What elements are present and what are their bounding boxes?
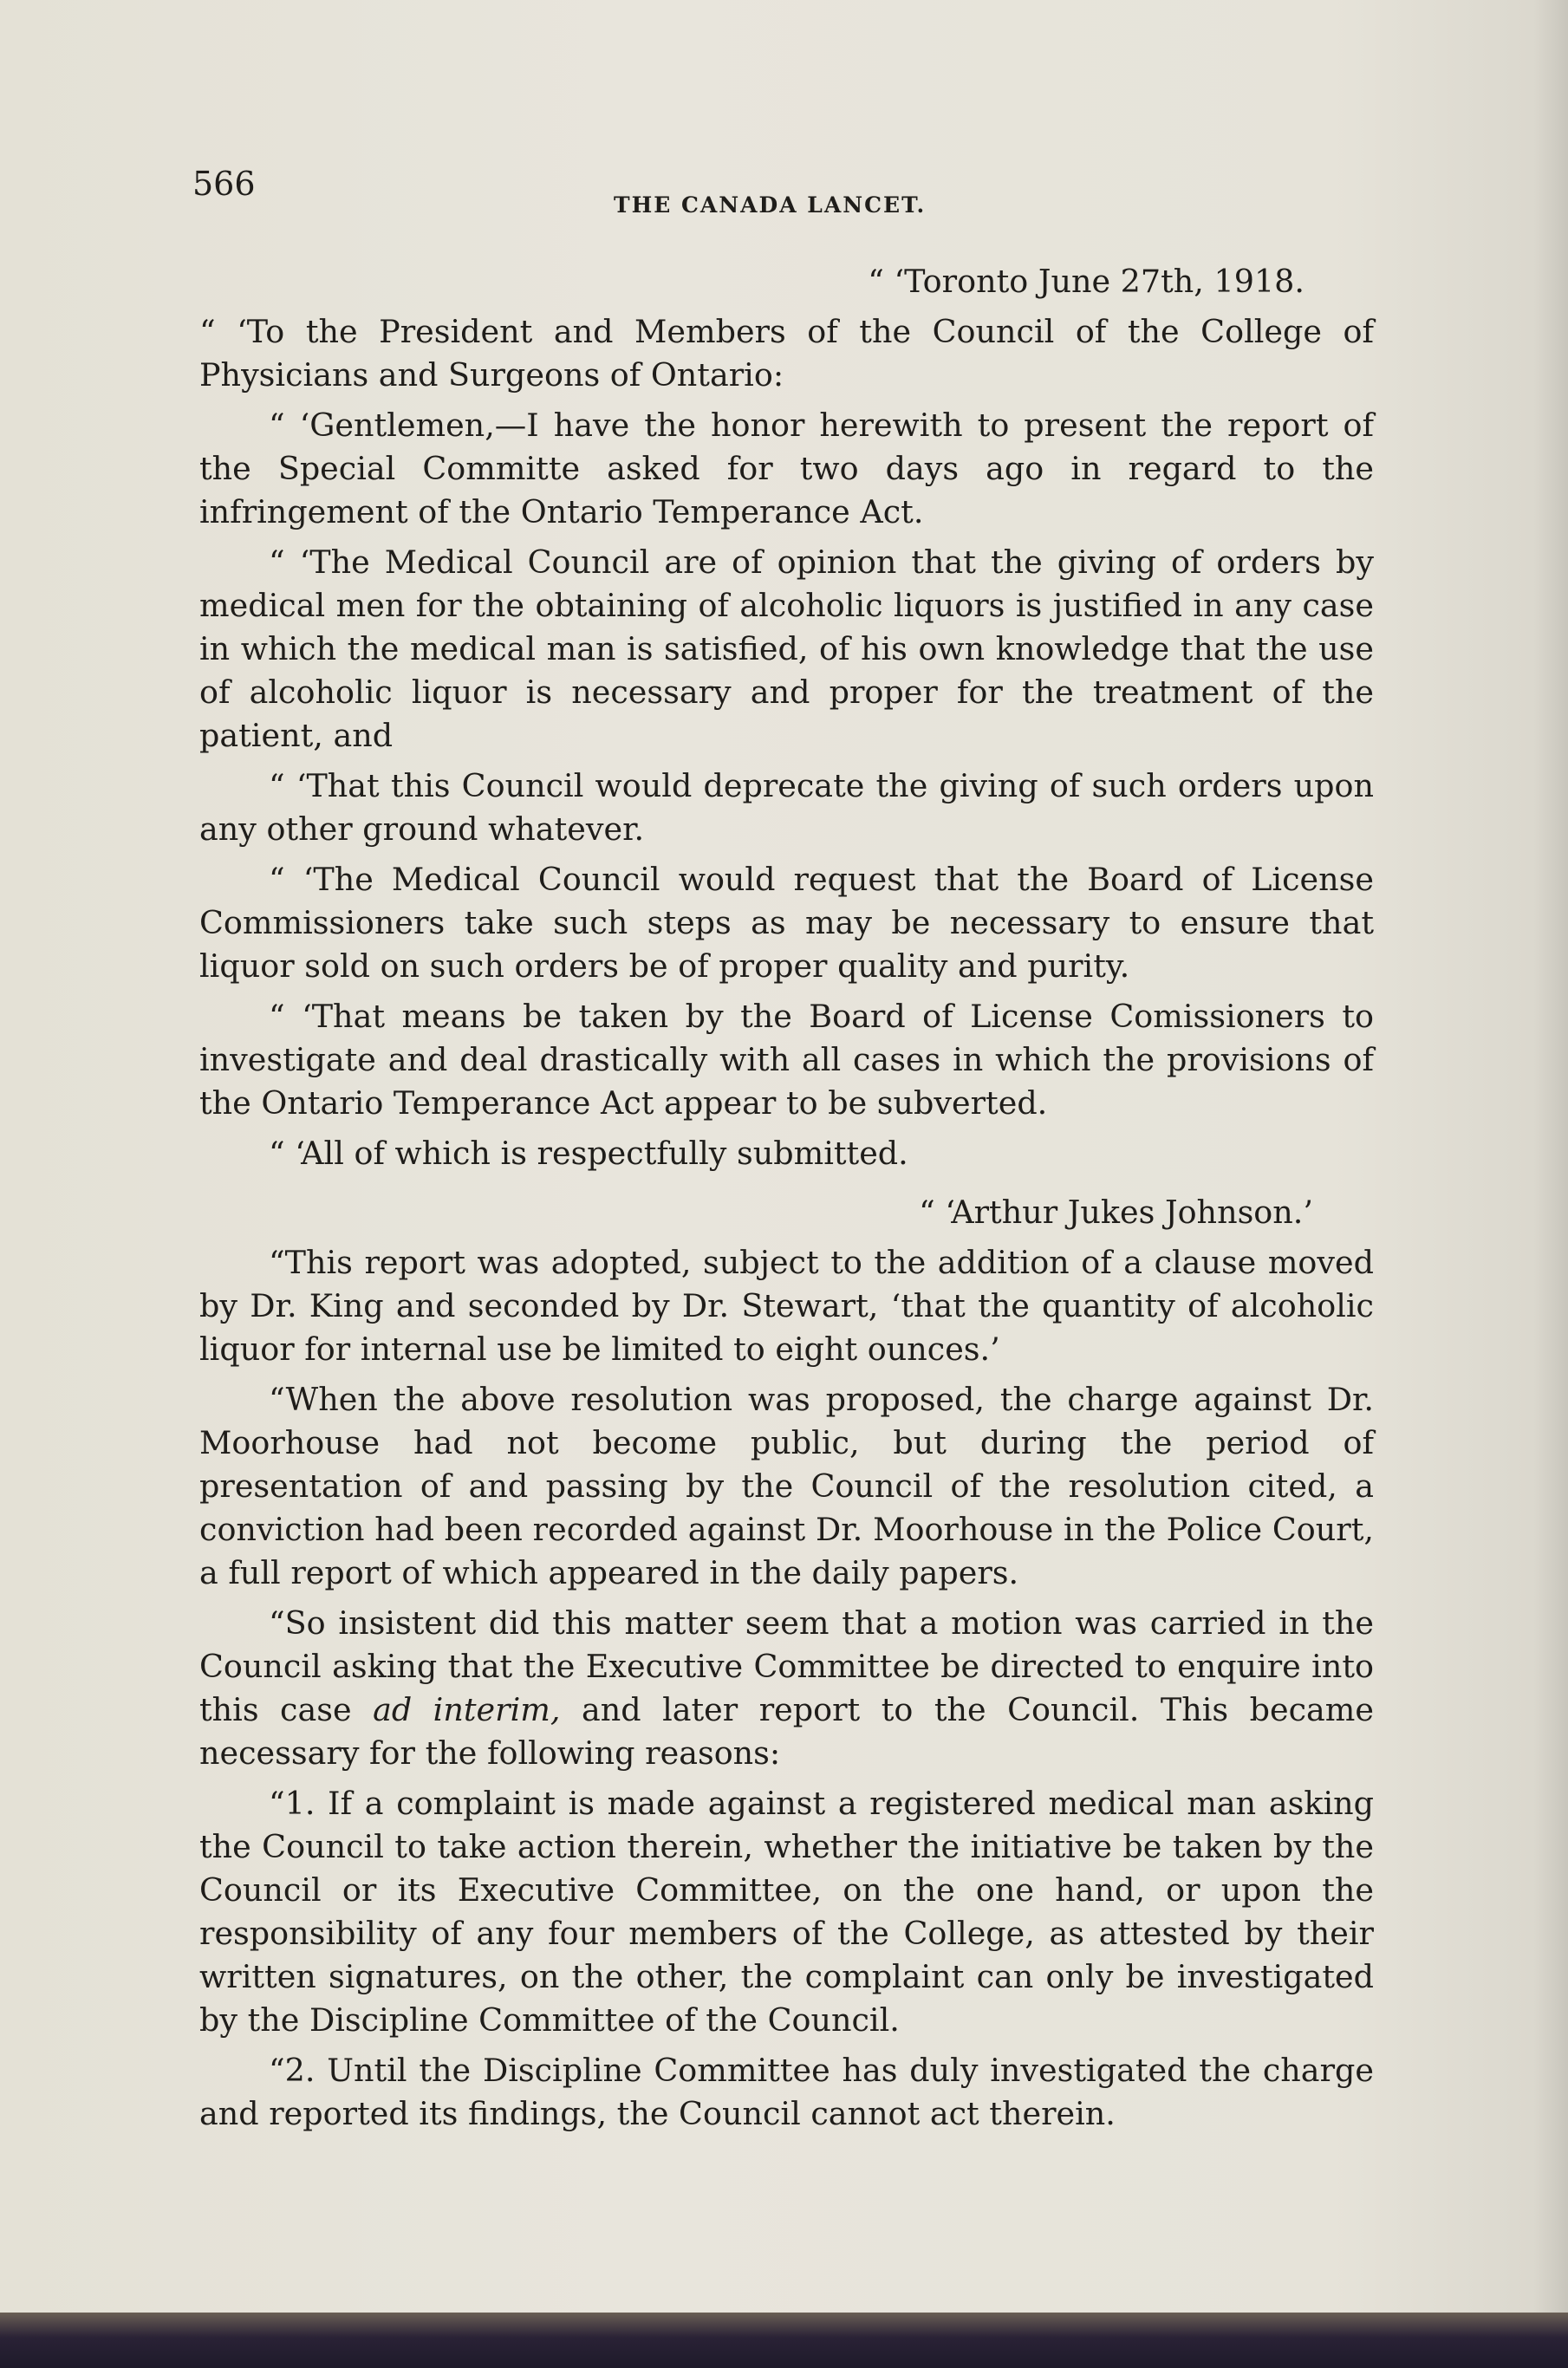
page-gutter-shadow bbox=[1533, 0, 1568, 2313]
paragraph-text: and later report to the Council. This became necessary for the following reasons: bbox=[199, 1691, 1374, 1772]
numbered-paragraph: “2. Until the Discipline Committee has duly investigated the charge and reported its findings, the Council cannot act therein. bbox=[199, 2052, 1374, 2132]
scan-bottom-edge bbox=[0, 2313, 1568, 2368]
paragraph: “ ‘That means be taken by the Board of License Comissioners to investigate and deal drastically with all cases in which the provisions of the Ontario Temperance Act appear to be subverted. bbox=[199, 998, 1374, 1122]
page-number: 566 bbox=[192, 165, 256, 203]
signature: “ ‘Arthur Jukes Johnson.’ bbox=[919, 1194, 1313, 1231]
paragraph bbox=[199, 1602, 1374, 1775]
paragraph-text: “So insistent did this matter seem that a motion was carried in the Council asking that the Executive Committee be directed to enquire into this case bbox=[199, 1604, 1374, 1728]
numbered-paragraph: “1. If a complaint is made against a registered medical man asking the Council to take action therein, whether the initiative be taken by the Council or its Executive Committee, on the one hand, or upon the responsibility of any four members of the College, as attested by their written signatures, on the other, the complaint can only be investigated by the Discipline Committee of the Council. bbox=[199, 1785, 1374, 2039]
paragraph: “ ‘All of which is respectfully submitted. bbox=[269, 1135, 908, 1172]
paragraph: “ ‘Gentlemen,—I have the honor herewith to present the report of the Special Committe asked for two days ago in regard to the infringement of the Ontario Temperance Act. bbox=[199, 407, 1374, 530]
body-text bbox=[199, 260, 1374, 2143]
paragraph: “This report was adopted, subject to the addition of a clause moved by Dr. King and seconded by Dr. Stewart, ‘that the quantity of alcoholic liquor for internal use be limited to eight ounces.’ bbox=[199, 1244, 1374, 1368]
paragraph: “When the above resolution was proposed, the charge against Dr. Moorhouse had not become public, but during the period of presentation of and passing by the Council of the resolution cited, a conviction had been recorded against Dr. Moorhouse in the Police Court, a full report of which appeared in the daily papers. bbox=[199, 1381, 1374, 1591]
dateline: “ ‘Toronto June 27th, 1918. bbox=[868, 263, 1304, 300]
paragraph: “ ‘The Medical Council are of opinion that the giving of orders by medical men for the obtaining of alcoholic liquors is justified in any case in which the medical man is satisfied, of his own knowledge that the use of alcoholic liquor is necessary and proper for the treatment of the patient, and bbox=[199, 543, 1374, 754]
paragraph: “ ‘The Medical Council would request that the Board of License Commissioners take such steps as may be necessary to ensure that liquor sold on such orders be of proper quality and purity. bbox=[199, 861, 1374, 985]
salutation: “ ‘To the President and Members of the Council of the College of Physicians and Surgeons of Ontario: bbox=[199, 313, 1374, 394]
running-head: THE CANADA LANCET. bbox=[614, 192, 927, 218]
paragraph: “ ‘That this Council would deprecate the giving of such orders upon any other ground whatever. bbox=[199, 767, 1374, 848]
italic-latin-phrase: ad interim, bbox=[373, 1691, 561, 1728]
